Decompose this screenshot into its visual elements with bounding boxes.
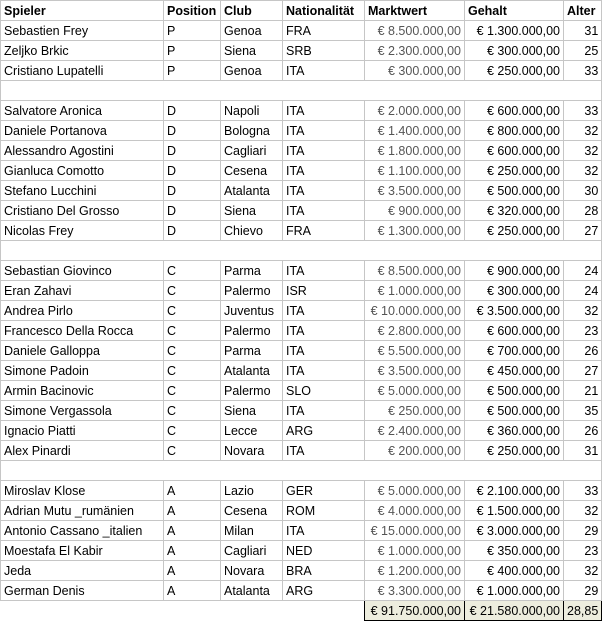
table-row [1, 61, 602, 81]
position-cell[interactable]: D [164, 101, 221, 121]
club-cell[interactable]: Milan [221, 521, 283, 541]
player-name-cell[interactable]: Ignacio Piatti [1, 421, 164, 441]
position-cell[interactable]: C [164, 321, 221, 341]
player-name-cell[interactable]: Francesco Della Rocca [1, 321, 164, 341]
age-cell[interactable]: 33 [564, 481, 602, 501]
empty-cell[interactable] [564, 241, 602, 261]
position-cell[interactable]: A [164, 481, 221, 501]
club-cell[interactable]: Palermo [221, 281, 283, 301]
position-cell[interactable]: C [164, 441, 221, 461]
club-cell[interactable]: Atalanta [221, 181, 283, 201]
position-cell[interactable]: A [164, 521, 221, 541]
position-cell[interactable]: P [164, 41, 221, 61]
market-value-cell[interactable]: € 1.000.000,00 [365, 281, 465, 301]
age-cell[interactable]: 30 [564, 181, 602, 201]
position-cell[interactable]: A [164, 561, 221, 581]
club-cell[interactable]: Lecce [221, 421, 283, 441]
player-name-cell[interactable]: German Denis [1, 581, 164, 601]
salary-cell[interactable]: € 250.000,00 [465, 221, 564, 241]
salary-cell[interactable]: € 360.000,00 [465, 421, 564, 441]
salary-cell[interactable]: € 3.000.000,00 [465, 521, 564, 541]
position-cell[interactable]: C [164, 261, 221, 281]
player-name-cell[interactable]: Nicolas Frey [1, 221, 164, 241]
empty-cell[interactable] [465, 461, 564, 481]
table-row [1, 161, 602, 181]
salary-cell[interactable]: € 1.500.000,00 [465, 501, 564, 521]
table-row [1, 301, 602, 321]
nationality-cell[interactable]: GER [283, 481, 365, 501]
club-cell[interactable]: Atalanta [221, 581, 283, 601]
nationality-cell[interactable]: NED [283, 541, 365, 561]
average-age-cell[interactable]: 28,85 [564, 601, 602, 621]
empty-cell[interactable] [465, 241, 564, 261]
table-row [1, 421, 602, 441]
header-cell[interactable]: Gehalt [465, 1, 564, 21]
club-cell[interactable]: Palermo [221, 321, 283, 341]
table-row [1, 141, 602, 161]
club-cell[interactable]: Lazio [221, 481, 283, 501]
market-value-cell[interactable]: € 4.000.000,00 [365, 501, 465, 521]
market-value-cell[interactable]: € 2.300.000,00 [365, 41, 465, 61]
salary-cell[interactable]: € 500.000,00 [465, 181, 564, 201]
position-cell[interactable]: C [164, 361, 221, 381]
salary-cell[interactable]: € 250.000,00 [465, 161, 564, 181]
nationality-cell[interactable]: FRA [283, 21, 365, 41]
age-cell[interactable]: 32 [564, 141, 602, 161]
player-name-cell[interactable]: Miroslav Klose [1, 481, 164, 501]
club-cell[interactable]: Siena [221, 401, 283, 421]
age-cell[interactable]: 29 [564, 521, 602, 541]
blank-row [1, 241, 602, 261]
market-value-cell[interactable]: € 3.500.000,00 [365, 361, 465, 381]
player-name-cell[interactable]: Jeda [1, 561, 164, 581]
market-value-cell[interactable]: € 2.400.000,00 [365, 421, 465, 441]
market-value-cell[interactable]: € 3.300.000,00 [365, 581, 465, 601]
age-cell[interactable]: 26 [564, 421, 602, 441]
player-name-cell[interactable]: Gianluca Comotto [1, 161, 164, 181]
empty-cell[interactable] [164, 241, 221, 261]
player-name-cell[interactable]: Stefano Lucchini [1, 181, 164, 201]
nationality-cell[interactable]: ITA [283, 181, 365, 201]
table-row [1, 441, 602, 461]
salary-cell[interactable]: € 300.000,00 [465, 41, 564, 61]
empty-cell[interactable] [1, 241, 164, 261]
age-cell[interactable]: 32 [564, 561, 602, 581]
salary-cell[interactable]: € 600.000,00 [465, 321, 564, 341]
position-cell[interactable]: C [164, 421, 221, 441]
age-cell[interactable]: 32 [564, 161, 602, 181]
nationality-cell[interactable]: ITA [283, 361, 365, 381]
table-row [1, 221, 602, 241]
player-name-cell[interactable]: Simone Padoin [1, 361, 164, 381]
market-value-cell[interactable]: € 15.000.000,00 [365, 521, 465, 541]
age-cell[interactable]: 21 [564, 381, 602, 401]
age-cell[interactable]: 26 [564, 341, 602, 361]
totals-row [1, 601, 602, 621]
player-name-cell[interactable]: Antonio Cassano _italien [1, 521, 164, 541]
age-cell[interactable]: 35 [564, 401, 602, 421]
age-cell[interactable]: 23 [564, 541, 602, 561]
empty-cell[interactable] [221, 241, 283, 261]
player-name-cell[interactable]: Alex Pinardi [1, 441, 164, 461]
club-cell[interactable]: Parma [221, 341, 283, 361]
market-value-cell[interactable]: € 1.200.000,00 [365, 561, 465, 581]
nationality-cell[interactable]: ITA [283, 401, 365, 421]
empty-cell[interactable] [221, 81, 283, 101]
table-row [1, 261, 602, 281]
table-row [1, 501, 602, 521]
table-row [1, 341, 602, 361]
player-name-cell[interactable]: Sebastien Frey [1, 21, 164, 41]
market-value-cell[interactable]: € 1.000.000,00 [365, 541, 465, 561]
table-row [1, 121, 602, 141]
position-cell[interactable]: A [164, 581, 221, 601]
empty-cell[interactable] [283, 461, 365, 481]
nationality-cell[interactable]: SRB [283, 41, 365, 61]
club-cell[interactable]: Palermo [221, 381, 283, 401]
table-row [1, 181, 602, 201]
nationality-cell[interactable]: ROM [283, 501, 365, 521]
header-cell[interactable]: Marktwert [365, 1, 465, 21]
club-cell[interactable]: Juventus [221, 301, 283, 321]
player-name-cell[interactable]: Cristiano Del Grosso [1, 201, 164, 221]
club-cell[interactable]: Novara [221, 561, 283, 581]
empty-cell [221, 601, 283, 621]
blank-row [1, 81, 602, 101]
club-cell[interactable]: Bologna [221, 121, 283, 141]
age-cell[interactable]: 27 [564, 221, 602, 241]
nationality-cell[interactable]: ITA [283, 341, 365, 361]
age-cell[interactable]: 29 [564, 581, 602, 601]
empty-cell[interactable] [221, 461, 283, 481]
position-cell[interactable]: D [164, 161, 221, 181]
market-value-cell[interactable]: € 1.800.000,00 [365, 141, 465, 161]
table-row [1, 21, 602, 41]
age-cell[interactable]: 24 [564, 261, 602, 281]
position-cell[interactable]: D [164, 121, 221, 141]
table-row [1, 481, 602, 501]
nationality-cell[interactable]: ITA [283, 61, 365, 81]
club-cell[interactable]: Parma [221, 261, 283, 281]
empty-cell[interactable] [164, 461, 221, 481]
empty-cell[interactable] [164, 81, 221, 101]
age-cell[interactable]: 32 [564, 301, 602, 321]
table-row [1, 201, 602, 221]
nationality-cell[interactable]: ITA [283, 141, 365, 161]
nationality-cell[interactable]: ISR [283, 281, 365, 301]
empty-cell[interactable] [1, 461, 164, 481]
position-cell[interactable]: D [164, 141, 221, 161]
empty-cell[interactable] [1, 81, 164, 101]
player-name-cell[interactable]: Cristiano Lupatelli [1, 61, 164, 81]
club-cell[interactable]: Novara [221, 441, 283, 461]
age-cell[interactable]: 32 [564, 121, 602, 141]
header-row [1, 1, 602, 21]
header-cell[interactable]: Alter [564, 1, 602, 21]
header-cell[interactable]: Spieler [1, 1, 164, 21]
position-cell[interactable]: C [164, 281, 221, 301]
age-cell[interactable]: 27 [564, 361, 602, 381]
salary-cell[interactable]: € 800.000,00 [465, 121, 564, 141]
market-value-cell[interactable]: € 1.100.000,00 [365, 161, 465, 181]
player-name-cell[interactable]: Eran Zahavi [1, 281, 164, 301]
club-cell[interactable]: Napoli [221, 101, 283, 121]
salary-cell[interactable]: € 1.300.000,00 [465, 21, 564, 41]
market-value-cell[interactable]: € 300.000,00 [365, 61, 465, 81]
nationality-cell[interactable]: ITA [283, 521, 365, 541]
club-cell[interactable]: Chievo [221, 221, 283, 241]
table-row [1, 101, 602, 121]
age-cell[interactable]: 24 [564, 281, 602, 301]
nationality-cell[interactable]: ITA [283, 261, 365, 281]
empty-cell[interactable] [564, 461, 602, 481]
salary-cell[interactable]: € 700.000,00 [465, 341, 564, 361]
header-cell[interactable]: Nationalität [283, 1, 365, 21]
table-row [1, 541, 602, 561]
club-cell[interactable]: Cesena [221, 501, 283, 521]
table-row [1, 281, 602, 301]
empty-cell[interactable] [365, 241, 465, 261]
position-cell[interactable]: P [164, 21, 221, 41]
position-cell[interactable]: D [164, 221, 221, 241]
player-name-cell[interactable]: Zeljko Brkic [1, 41, 164, 61]
salary-cell[interactable]: € 250.000,00 [465, 61, 564, 81]
player-name-cell[interactable]: Andrea Pirlo [1, 301, 164, 321]
table-row [1, 361, 602, 381]
nationality-cell[interactable]: ITA [283, 441, 365, 461]
table-row [1, 41, 602, 61]
empty-cell[interactable] [564, 81, 602, 101]
empty-cell[interactable] [365, 81, 465, 101]
salary-cell[interactable]: € 600.000,00 [465, 101, 564, 121]
nationality-cell[interactable]: ARG [283, 421, 365, 441]
salary-cell[interactable]: € 500.000,00 [465, 401, 564, 421]
club-cell[interactable]: Cagliari [221, 541, 283, 561]
player-name-cell[interactable]: Sebastian Giovinco [1, 261, 164, 281]
age-cell[interactable]: 25 [564, 41, 602, 61]
age-cell[interactable]: 28 [564, 201, 602, 221]
table-row [1, 321, 602, 341]
empty-cell [283, 601, 365, 621]
market-value-cell[interactable]: € 200.000,00 [365, 441, 465, 461]
player-name-cell[interactable]: Simone Vergassola [1, 401, 164, 421]
position-cell[interactable]: C [164, 341, 221, 361]
nationality-cell[interactable]: ITA [283, 321, 365, 341]
empty-cell[interactable] [283, 81, 365, 101]
player-name-cell[interactable]: Daniele Portanova [1, 121, 164, 141]
position-cell[interactable]: C [164, 401, 221, 421]
nationality-cell[interactable]: ITA [283, 121, 365, 141]
header-cell[interactable]: Position [164, 1, 221, 21]
salary-cell[interactable]: € 1.000.000,00 [465, 581, 564, 601]
player-name-cell[interactable]: Moestafa El Kabir [1, 541, 164, 561]
table-row [1, 521, 602, 541]
nationality-cell[interactable]: ITA [283, 201, 365, 221]
salary-cell[interactable]: € 400.000,00 [465, 561, 564, 581]
age-cell[interactable]: 23 [564, 321, 602, 341]
player-name-cell[interactable]: Salvatore Aronica [1, 101, 164, 121]
market-value-cell[interactable]: € 5.500.000,00 [365, 341, 465, 361]
position-cell[interactable]: C [164, 381, 221, 401]
total-salary-cell[interactable]: € 21.580.000,00 [465, 601, 564, 621]
club-cell[interactable]: Genoa [221, 21, 283, 41]
header-cell[interactable]: Club [221, 1, 283, 21]
empty-cell [1, 601, 164, 621]
empty-cell [164, 601, 221, 621]
club-cell[interactable]: Cesena [221, 161, 283, 181]
salary-cell[interactable]: € 900.000,00 [465, 261, 564, 281]
table-row [1, 581, 602, 601]
table-row [1, 381, 602, 401]
club-cell[interactable]: Siena [221, 201, 283, 221]
table-row [1, 561, 602, 581]
nationality-cell[interactable]: ARG [283, 581, 365, 601]
club-cell[interactable]: Siena [221, 41, 283, 61]
market-value-cell[interactable]: € 900.000,00 [365, 201, 465, 221]
total-market-value-cell[interactable]: € 91.750.000,00 [365, 601, 465, 621]
salary-cell[interactable]: € 300.000,00 [465, 281, 564, 301]
club-cell[interactable]: Cagliari [221, 141, 283, 161]
nationality-cell[interactable]: BRA [283, 561, 365, 581]
age-cell[interactable]: 33 [564, 61, 602, 81]
market-value-cell[interactable]: € 10.000.000,00 [365, 301, 465, 321]
market-value-cell[interactable]: € 8.500.000,00 [365, 21, 465, 41]
market-value-cell[interactable]: € 3.500.000,00 [365, 181, 465, 201]
club-cell[interactable]: Genoa [221, 61, 283, 81]
nationality-cell[interactable]: SLO [283, 381, 365, 401]
market-value-cell[interactable]: € 5.000.000,00 [365, 481, 465, 501]
market-value-cell[interactable]: € 5.000.000,00 [365, 381, 465, 401]
age-cell[interactable]: 31 [564, 441, 602, 461]
player-name-cell[interactable]: Daniele Galloppa [1, 341, 164, 361]
age-cell[interactable]: 33 [564, 101, 602, 121]
salary-cell[interactable]: € 2.100.000,00 [465, 481, 564, 501]
market-value-cell[interactable]: € 2.000.000,00 [365, 101, 465, 121]
club-cell[interactable]: Atalanta [221, 361, 283, 381]
salary-cell[interactable]: € 450.000,00 [465, 361, 564, 381]
nationality-cell[interactable]: ITA [283, 101, 365, 121]
market-value-cell[interactable]: € 1.300.000,00 [365, 221, 465, 241]
nationality-cell[interactable]: ITA [283, 161, 365, 181]
market-value-cell[interactable]: € 2.800.000,00 [365, 321, 465, 341]
age-cell[interactable]: 32 [564, 501, 602, 521]
market-value-cell[interactable]: € 1.400.000,00 [365, 121, 465, 141]
salary-cell[interactable]: € 250.000,00 [465, 441, 564, 461]
player-name-cell[interactable]: Alessandro Agostini [1, 141, 164, 161]
empty-cell[interactable] [283, 241, 365, 261]
nationality-cell[interactable]: FRA [283, 221, 365, 241]
empty-cell[interactable] [465, 81, 564, 101]
salary-cell[interactable]: € 3.500.000,00 [465, 301, 564, 321]
position-cell[interactable]: D [164, 201, 221, 221]
nationality-cell[interactable]: ITA [283, 301, 365, 321]
player-name-cell[interactable]: Adrian Mutu _rumänien [1, 501, 164, 521]
blank-row [1, 461, 602, 481]
position-cell[interactable]: D [164, 181, 221, 201]
position-cell[interactable]: A [164, 541, 221, 561]
salary-cell[interactable]: € 600.000,00 [465, 141, 564, 161]
salary-cell[interactable]: € 320.000,00 [465, 201, 564, 221]
position-cell[interactable]: C [164, 301, 221, 321]
salary-cell[interactable]: € 350.000,00 [465, 541, 564, 561]
market-value-cell[interactable]: € 250.000,00 [365, 401, 465, 421]
player-name-cell[interactable]: Armin Bacinovic [1, 381, 164, 401]
empty-cell[interactable] [365, 461, 465, 481]
position-cell[interactable]: P [164, 61, 221, 81]
market-value-cell[interactable]: € 8.500.000,00 [365, 261, 465, 281]
position-cell[interactable]: A [164, 501, 221, 521]
age-cell[interactable]: 31 [564, 21, 602, 41]
table-row [1, 401, 602, 421]
salary-cell[interactable]: € 500.000,00 [465, 381, 564, 401]
